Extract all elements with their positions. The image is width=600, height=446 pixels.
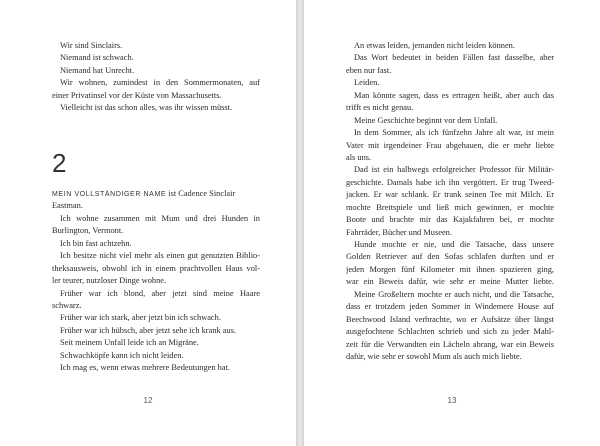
text-line: Wir sind Sinclairs. bbox=[60, 41, 123, 50]
text-line: eben nur fast. bbox=[346, 65, 392, 75]
text-line: Golden Retriever auf den Sofas schlafen durften und er bbox=[346, 252, 554, 262]
text-line: Seit meinem Unfall leide ich an Migräne. bbox=[60, 338, 199, 348]
text-line: dass er trotzdem jeden Sommer in Windemere House auf bbox=[346, 302, 554, 312]
text-line: Dad ist ein halbwegs erfolgreicher Professor für Militär- bbox=[354, 165, 554, 175]
page-number-left: 12 bbox=[143, 396, 153, 405]
text-line: Ich besitze nicht viel mehr als einen gut genutzten Biblio- bbox=[60, 251, 260, 261]
chapter-lead-rest: ist Cadence Sinclair bbox=[166, 189, 236, 198]
text-line: trifft es nicht genau. bbox=[346, 103, 414, 113]
text-line: jacken. Er war schlank. Er trank seinen Tee mit Milch. Er bbox=[346, 190, 554, 200]
text-line: Das Wort bedeutet in beiden Fällen fast dasselbe, aber bbox=[354, 53, 554, 63]
text-line: An etwas leiden, jemanden nicht leiden können. bbox=[354, 41, 515, 50]
text-line: geschichte. Damals habe ich ihn vergöttert. Er trug Tweed- bbox=[346, 177, 554, 187]
text-line: als uns. bbox=[346, 152, 372, 162]
left-page bbox=[0, 0, 296, 446]
text-line: Meine Großeltern mochte er auch nicht, und die Tatsache, bbox=[354, 289, 554, 299]
chapter-opening-line bbox=[52, 188, 260, 200]
text-line: In dem Sommer, als ich fünfzehn Jahre alt war, ist mein bbox=[354, 128, 554, 138]
text-line: Eastman. bbox=[52, 201, 83, 211]
text-line: Ich bin fast achtzehn. bbox=[60, 238, 132, 248]
text-line: Vater mit irgendeiner Frau abgehauen, die er mehr liebte bbox=[346, 140, 554, 150]
right-page bbox=[304, 0, 600, 446]
text-line: Niemand hat Unrecht. bbox=[60, 65, 135, 75]
text-line: dafür, wie sehr er sowohl Mum als auch mich liebte. bbox=[346, 351, 522, 361]
text-line: einer Privatinsel vor der Küste von Massachusetts. bbox=[52, 90, 222, 100]
text-line: Früher war ich stark, aber jetzt bin ich schwach. bbox=[60, 313, 221, 323]
chapter-lead-smallcaps: MEIN VOLLSTÄNDIGER NAME bbox=[52, 191, 167, 198]
text-line: Früher war ich hübsch, aber jetzt sehe ich krank aus. bbox=[60, 325, 237, 335]
text-line: Niemand ist schwach. bbox=[60, 53, 134, 63]
text-line: Fahrräder, Bücher und Museen. bbox=[346, 227, 452, 237]
text-line: Man könnte sagen, dass es ertragen heißt, aber auch das bbox=[354, 90, 554, 100]
text-line: Ich mag es, wenn etwas mehrere Bedeutungen hat. bbox=[60, 363, 230, 373]
text-line: ler teurer, nutzloser Dinge wohne. bbox=[52, 276, 167, 286]
text-line: Wir wohnen, zumindest in den Sommermonaten, auf bbox=[60, 78, 260, 88]
text-line: mochte Brettspiele und ließ mich gewinnen, er mochte bbox=[346, 202, 554, 212]
text-line: Hunde mochte er nie, und die Tatsache, dass unsere bbox=[354, 240, 554, 249]
text-line: theksausweis, obwohl ich in einem prachtvollen Haus vol- bbox=[52, 263, 260, 273]
text-line: Burlington, Vermont. bbox=[52, 226, 124, 236]
page-number-right: 13 bbox=[447, 396, 457, 405]
text-line: zeit für die Verwandten ein Lächeln abrang, war ein Beweis bbox=[346, 339, 554, 349]
text-line: Boote und brachte mir das Kajakfahren bei, er mochte bbox=[346, 215, 554, 225]
text-line: Schwachköpfe kann ich nicht leiden. bbox=[60, 350, 184, 360]
text-line: schwarz. bbox=[52, 300, 82, 310]
text-line: Leiden. bbox=[354, 78, 380, 88]
text-line: ausgefochtene Schlachten schrieb und sich zu jeder Mahl- bbox=[346, 327, 554, 337]
book-gutter bbox=[296, 0, 304, 446]
right-page-text bbox=[346, 40, 554, 363]
text-line: Ich wohne zusammen mit Mum und drei Hunden in bbox=[60, 213, 260, 223]
chapter-body-text bbox=[52, 188, 260, 375]
chapter-number: 2 bbox=[52, 148, 67, 178]
text-line: war ein Beweis dafür, wie sehr er meine Mutter liebte. bbox=[346, 277, 554, 287]
text-line: Meine Geschichte beginnt vor dem Unfall. bbox=[354, 115, 498, 125]
text-line: jeden Morgen fünf Kilometer mit ihnen spazieren ging, bbox=[346, 264, 554, 274]
text-line: Beechwood Island verbrachte, wo er Aufsätze über längst bbox=[346, 314, 554, 324]
text-line: Vielleicht ist das schon alles, was ihr wissen müsst. bbox=[60, 103, 233, 113]
text-line: Früher war ich blond, aber jetzt sind meine Haare bbox=[60, 288, 260, 298]
left-page-opening-text bbox=[52, 40, 260, 115]
